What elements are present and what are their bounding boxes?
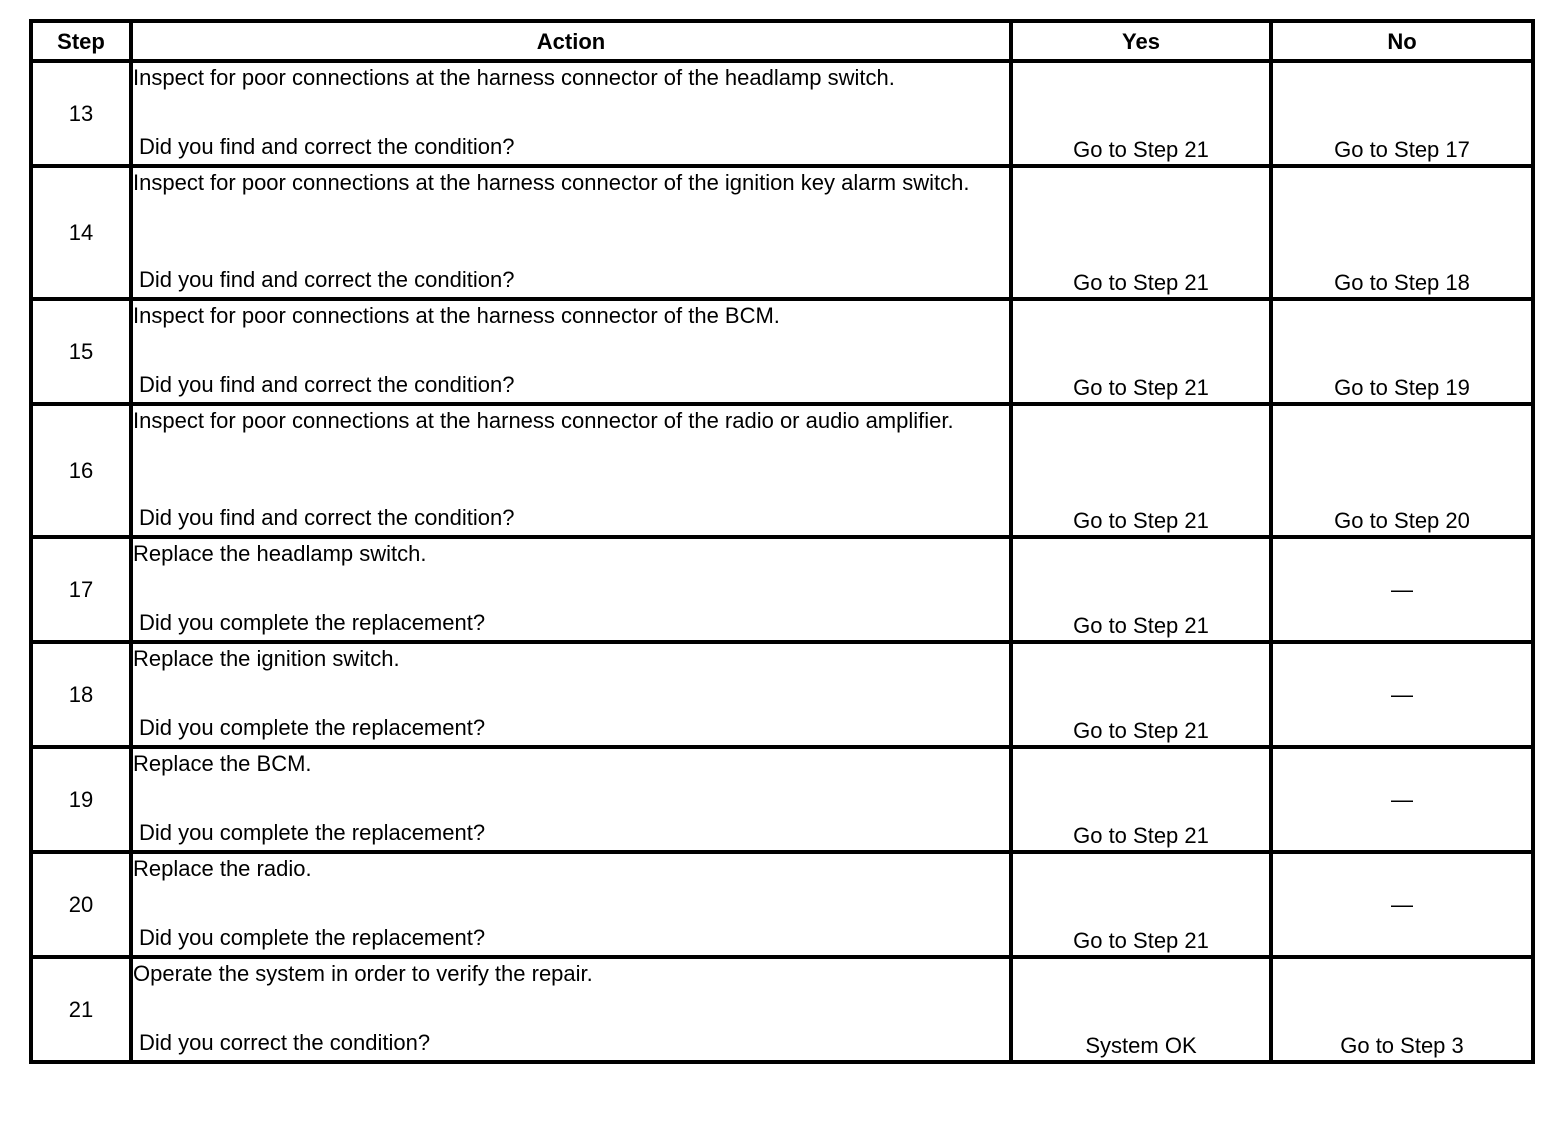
yes-result: Go to Step 21 <box>1011 642 1271 747</box>
action-question: Did you find and correct the condition? <box>139 267 515 292</box>
header-step: Step <box>31 21 131 61</box>
header-yes: Yes <box>1011 21 1271 61</box>
action-cell <box>131 852 1011 957</box>
action-instruction: Inspect for poor connections at the harness connector of the ignition key alarm switch. <box>133 170 970 195</box>
header-action: Action <box>131 21 1011 61</box>
action-cell <box>131 166 1011 299</box>
table-row <box>31 642 1533 747</box>
action-cell <box>131 957 1011 1062</box>
action-instruction: Replace the radio. <box>133 856 312 881</box>
action-instruction: Operate the system in order to verify the repair. <box>133 961 593 986</box>
action-instruction: Inspect for poor connections at the harness connector of the radio or audio amplifier. <box>133 408 954 433</box>
action-cell <box>131 642 1011 747</box>
yes-result: Go to Step 21 <box>1011 537 1271 642</box>
no-result: Go to Step 20 <box>1271 404 1533 537</box>
no-result: Go to Step 18 <box>1271 166 1533 299</box>
step-number: 19 <box>31 747 131 852</box>
action-instruction: Replace the headlamp switch. <box>133 541 427 566</box>
yes-result: Go to Step 21 <box>1011 747 1271 852</box>
table-row <box>31 957 1533 1062</box>
step-number: 16 <box>31 404 131 537</box>
action-instruction: Inspect for poor connections at the harness connector of the BCM. <box>133 303 780 328</box>
no-result: — <box>1271 537 1533 642</box>
action-question: Did you correct the condition? <box>139 1030 431 1055</box>
action-question: Did you complete the replacement? <box>139 925 486 950</box>
action-instruction: Replace the BCM. <box>133 751 312 776</box>
yes-result: Go to Step 21 <box>1011 852 1271 957</box>
action-question: Did you find and correct the condition? <box>139 134 515 159</box>
action-question: Did you complete the replacement? <box>139 610 486 635</box>
table-row <box>31 404 1533 537</box>
yes-result: Go to Step 21 <box>1011 299 1271 404</box>
header-no: No <box>1271 21 1533 61</box>
table-row <box>31 299 1533 404</box>
no-result: — <box>1271 852 1533 957</box>
no-result: Go to Step 3 <box>1271 957 1533 1062</box>
action-question: Did you complete the replacement? <box>139 820 486 845</box>
action-question: Did you find and correct the condition? <box>139 505 515 530</box>
table-row <box>31 852 1533 957</box>
header-row <box>31 21 1533 61</box>
yes-result: Go to Step 21 <box>1011 404 1271 537</box>
yes-result: Go to Step 21 <box>1011 61 1271 166</box>
table-row <box>31 537 1533 642</box>
yes-result: System OK <box>1011 957 1271 1062</box>
action-cell <box>131 404 1011 537</box>
action-cell <box>131 537 1011 642</box>
no-result: Go to Step 17 <box>1271 61 1533 166</box>
yes-result: Go to Step 21 <box>1011 166 1271 299</box>
diagnostic-table <box>29 19 1535 1064</box>
step-number: 21 <box>31 957 131 1062</box>
action-instruction: Replace the ignition switch. <box>133 646 400 671</box>
action-instruction: Inspect for poor connections at the harness connector of the headlamp switch. <box>133 65 895 90</box>
step-number: 15 <box>31 299 131 404</box>
action-cell <box>131 61 1011 166</box>
step-number: 13 <box>31 61 131 166</box>
action-cell <box>131 299 1011 404</box>
table-row <box>31 61 1533 166</box>
no-result: — <box>1271 747 1533 852</box>
no-result: — <box>1271 642 1533 747</box>
action-question: Did you complete the replacement? <box>139 715 486 740</box>
table-row <box>31 166 1533 299</box>
no-result: Go to Step 19 <box>1271 299 1533 404</box>
table-row <box>31 747 1533 852</box>
step-number: 18 <box>31 642 131 747</box>
step-number: 14 <box>31 166 131 299</box>
action-cell <box>131 747 1011 852</box>
action-question: Did you find and correct the condition? <box>139 372 515 397</box>
step-number: 17 <box>31 537 131 642</box>
step-number: 20 <box>31 852 131 957</box>
